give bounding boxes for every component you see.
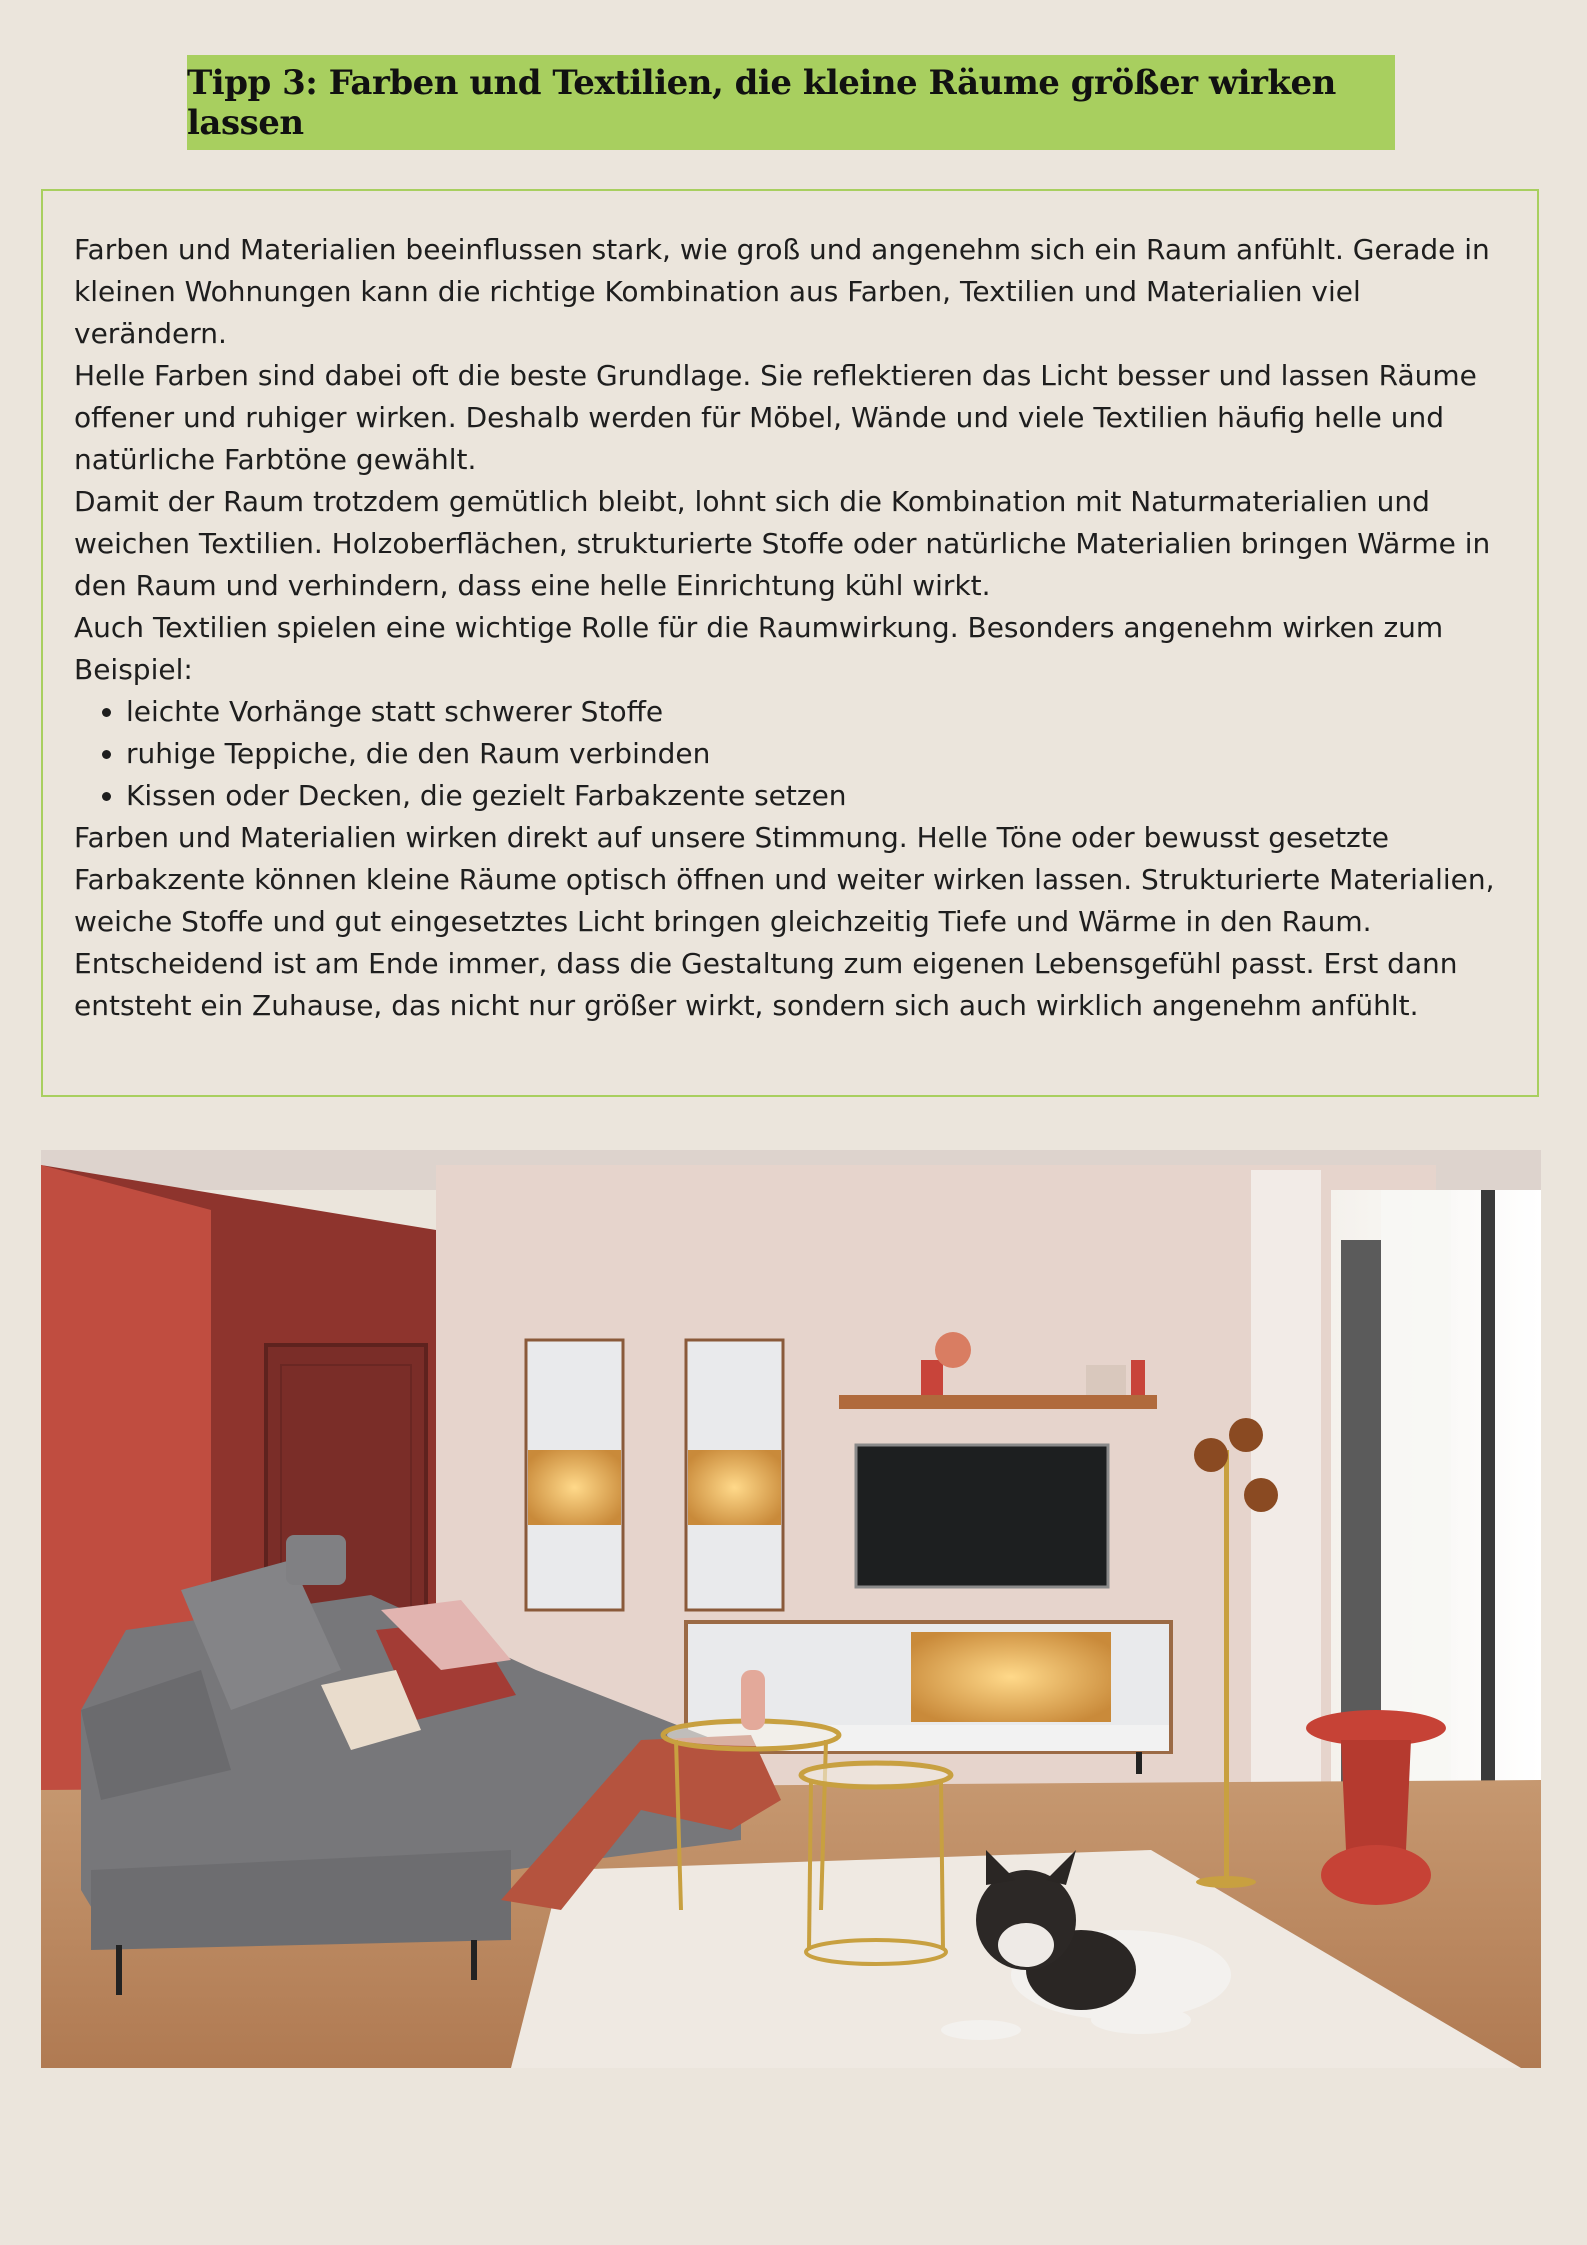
list-item: • ruhige Teppiche, die den Raum verbinden [126, 733, 1507, 775]
textile-list [74, 691, 1507, 817]
paragraph-6: Entscheidend ist am Ende immer, dass die Gestaltung zum eigenen Lebensgefühl passt. Erst dann entsteht ein Zuhause, das nicht nur größer wirkt, sondern sich auch wirklich angenehm anfühlt. [74, 947, 1458, 1022]
paragraph-1: Farben und Materialien beeinflussen stark, wie groß und angenehm sich ein Raum anfühlt. Gerade in kleinen Wohnungen kann die richtige Kombination aus Farben, Textilien und Materialien viel verändern. [74, 233, 1490, 350]
content-box [41, 189, 1539, 1097]
list-item: • leichte Vorhänge statt schwerer Stoffe [126, 691, 1507, 733]
paragraph-4: Auch Textilien spielen eine wichtige Rolle für die Raumwirkung. Besonders angenehm wirken zum Beispiel: [74, 611, 1444, 686]
page-title: Tipp 3: Farben und Textilien, die kleine Räume größer wirken lassen [187, 62, 1336, 143]
living-room-photo [41, 1150, 1541, 2068]
title-banner [187, 55, 1395, 150]
paragraph-3: Damit der Raum trotzdem gemütlich bleibt, lohnt sich die Kombination mit Naturmaterialien und weichen Textilien. Holzoberflächen, strukturierte Stoffe oder natürliche Materialien bringen Wärme in den Raum und verhindern, dass eine helle Einrichtung kühl wirkt. [74, 485, 1491, 602]
list-item: • Kissen oder Decken, die gezielt Farbakzente setzen [126, 775, 1507, 817]
paragraph-2: Helle Farben sind dabei oft die beste Grundlage. Sie reflektieren das Licht besser und lassen Räume offener und ruhiger wirken. Deshalb werden für Möbel, Wände und viele Textilien häufig helle und natürliche Farbtöne gewählt. [74, 359, 1477, 476]
paragraph-5: Farben und Materialien wirken direkt auf unsere Stimmung. Helle Töne oder bewusst gesetzte Farbakzente können kleine Räume optisch öffnen und weiter wirken lassen. Strukturierte Materialien, weiche Stoffe und gut eingesetztes Licht bringen gleichzeitig Tiefe und Wärme in den Raum. [74, 821, 1495, 938]
